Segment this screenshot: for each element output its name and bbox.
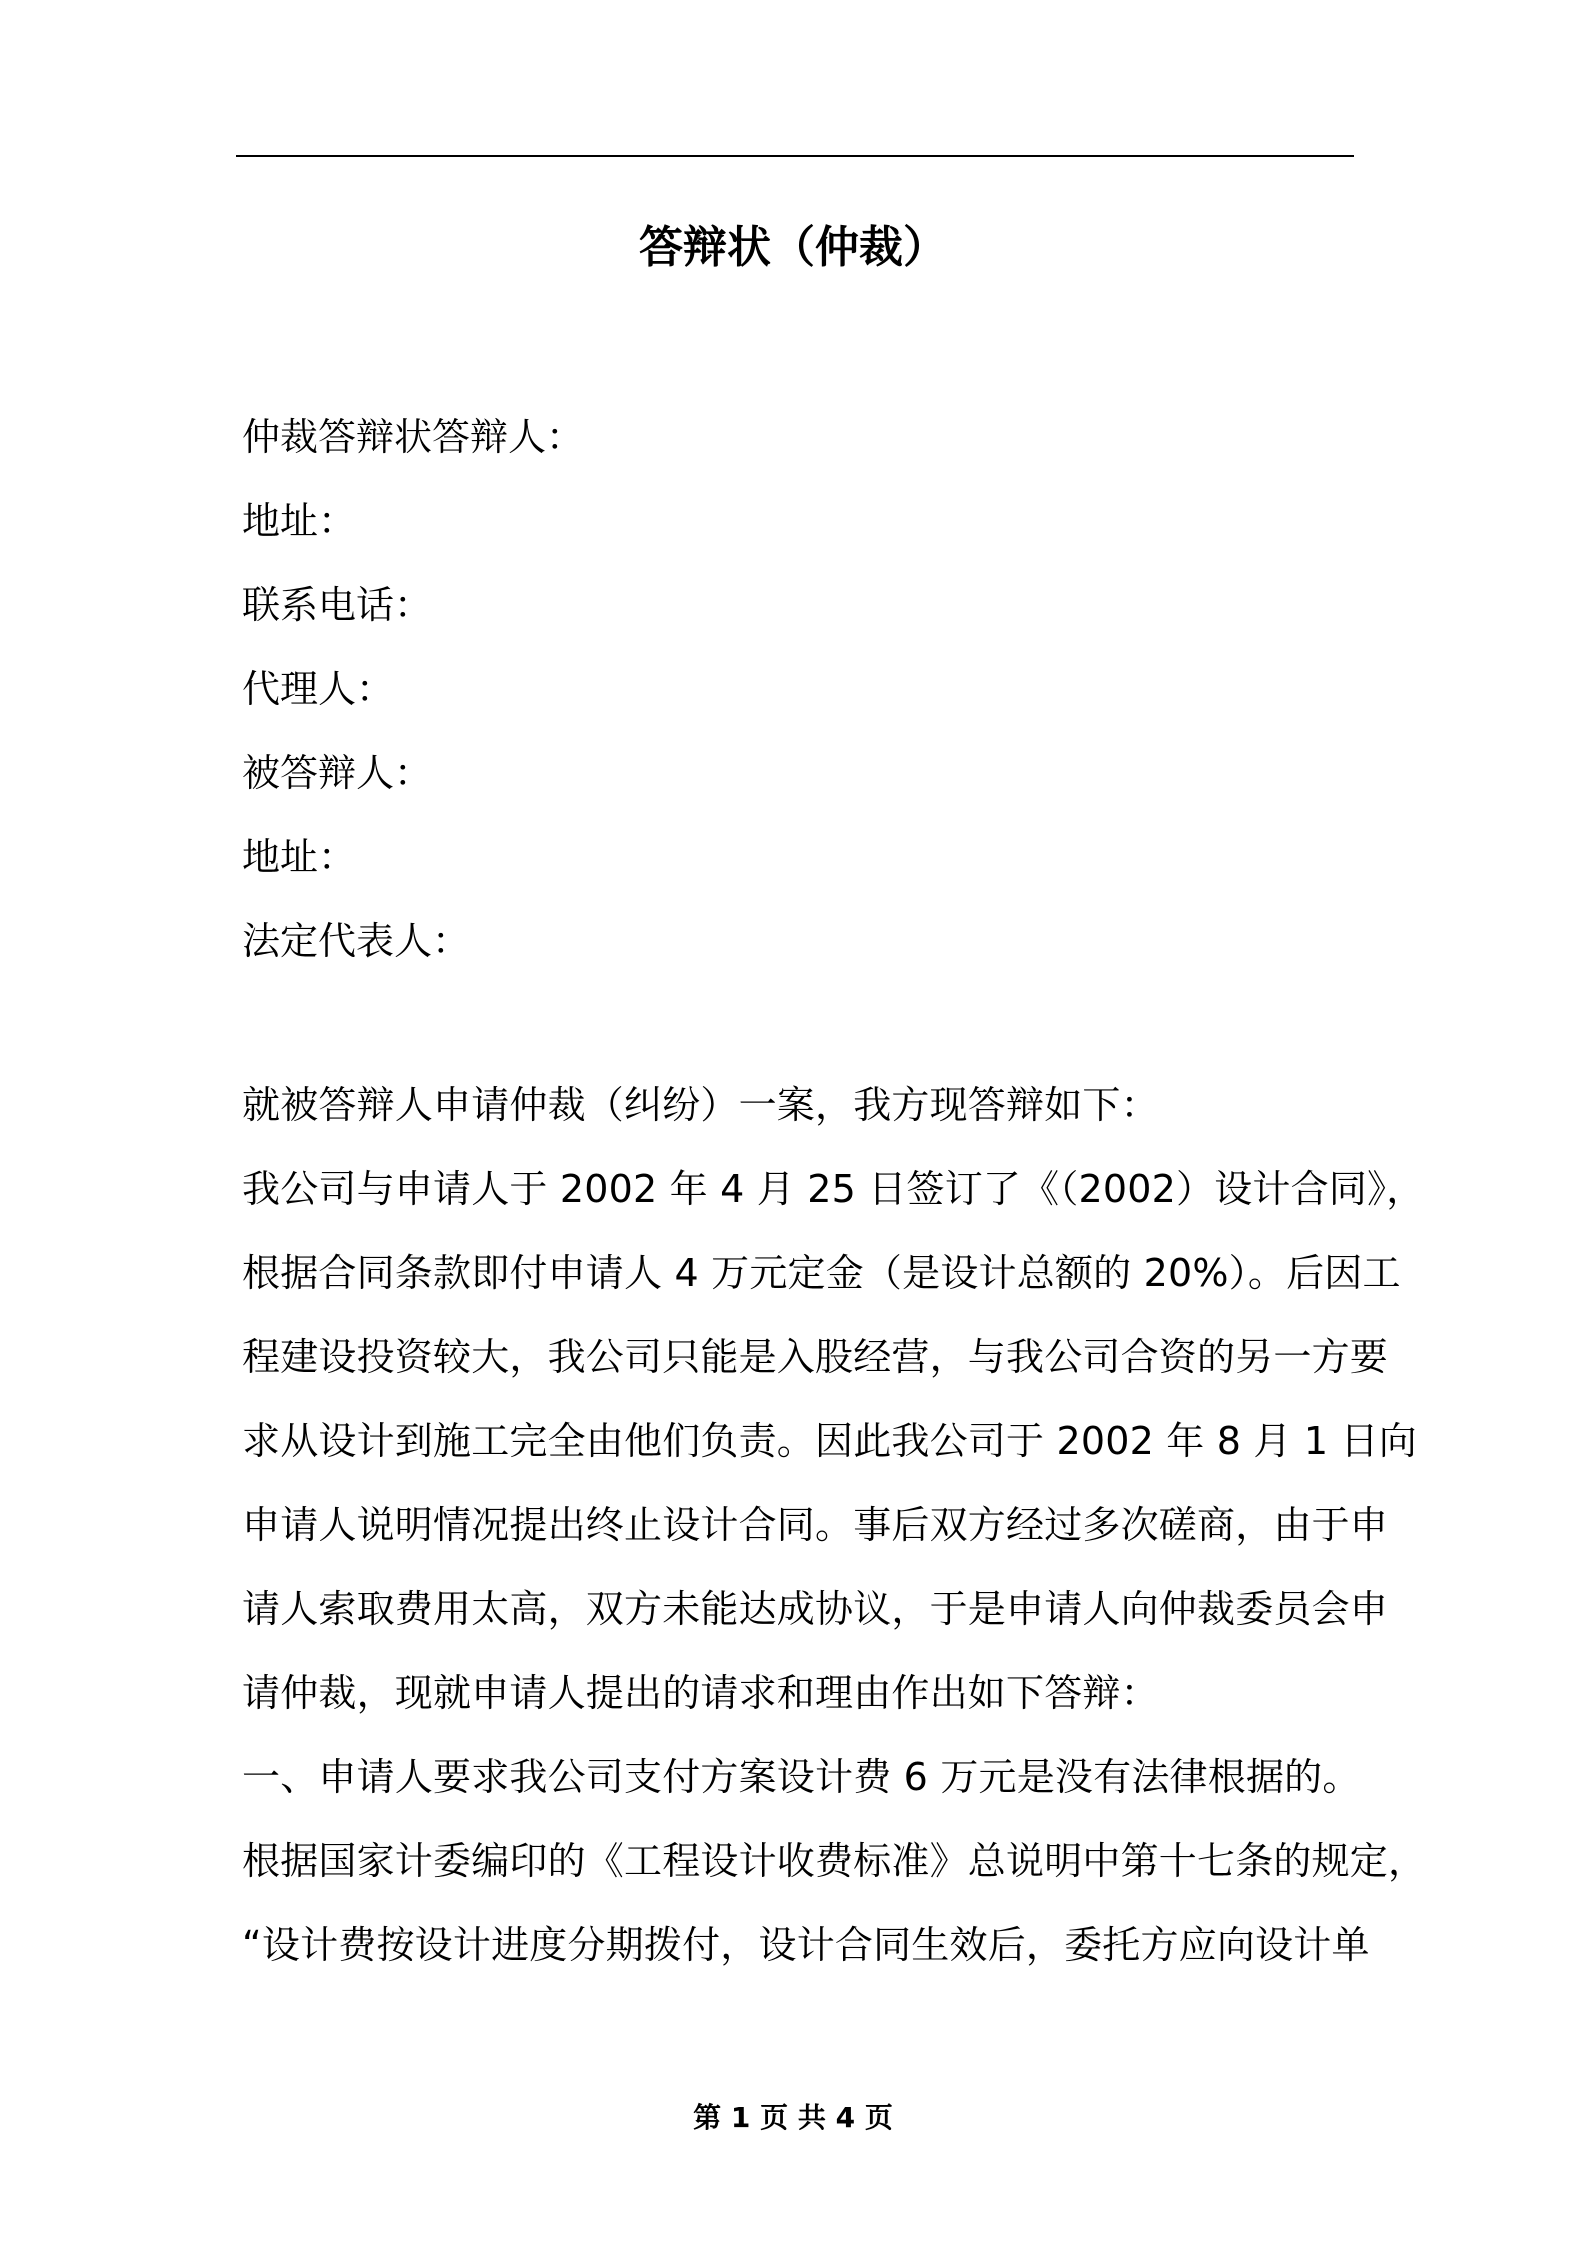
field-agent: 代理人： <box>242 667 395 711</box>
body-line: 根据国家计委编印的《工程设计收费标准》总说明中第十七条的规定， <box>242 1839 1427 1883</box>
body-line: 我公司与申请人于 2002 年 4 月 25 日签订了《（2002）设计合同》， <box>242 1167 1425 1211</box>
body-line: 申请人说明情况提出终止设计合同。事后双方经过多次磋商，由于申 <box>242 1503 1389 1547</box>
body-line: 一、申请人要求我公司支付方案设计费 6 万元是没有法律根据的。 <box>242 1755 1361 1799</box>
body-line: 根据合同条款即付申请人 4 万元定金（是设计总额的 20%）。后因工 <box>242 1251 1401 1295</box>
field-phone: 联系电话： <box>242 583 433 627</box>
page-number: 第 1 页 共 4 页 <box>693 2101 893 2134</box>
body-line: 求从设计到施工完全由他们负责。因此我公司于 2002 年 8 月 1 日向 <box>242 1419 1417 1463</box>
field-claimant: 被答辩人： <box>242 751 433 795</box>
document-title: 答辩状（仲裁） <box>639 222 947 273</box>
field-legal-representative: 法定代表人： <box>242 919 471 963</box>
body-line: 请人索取费用太高，双方未能达成协议，于是申请人向仲裁委员会申 <box>242 1587 1389 1631</box>
body-text <box>242 1080 1427 2004</box>
field-claimant-address: 地址： <box>242 835 357 879</box>
body-line: 程建设投资较大，我公司只能是入股经营，与我公司合资的另一方要 <box>242 1335 1389 1379</box>
body-line: 请仲裁，现就申请人提出的请求和理由作出如下答辩： <box>242 1671 1159 1715</box>
body-line: “设计费按设计进度分期拨付，设计合同生效后，委托方应向设计单 <box>242 1923 1370 1967</box>
field-address: 地址： <box>242 499 357 543</box>
field-respondent: 仲裁答辩状答辩人： <box>242 415 585 459</box>
header-rule <box>236 155 1354 157</box>
body-line: 就被答辩人申请仲裁（纠纷）一案，我方现答辩如下： <box>242 1083 1159 1127</box>
